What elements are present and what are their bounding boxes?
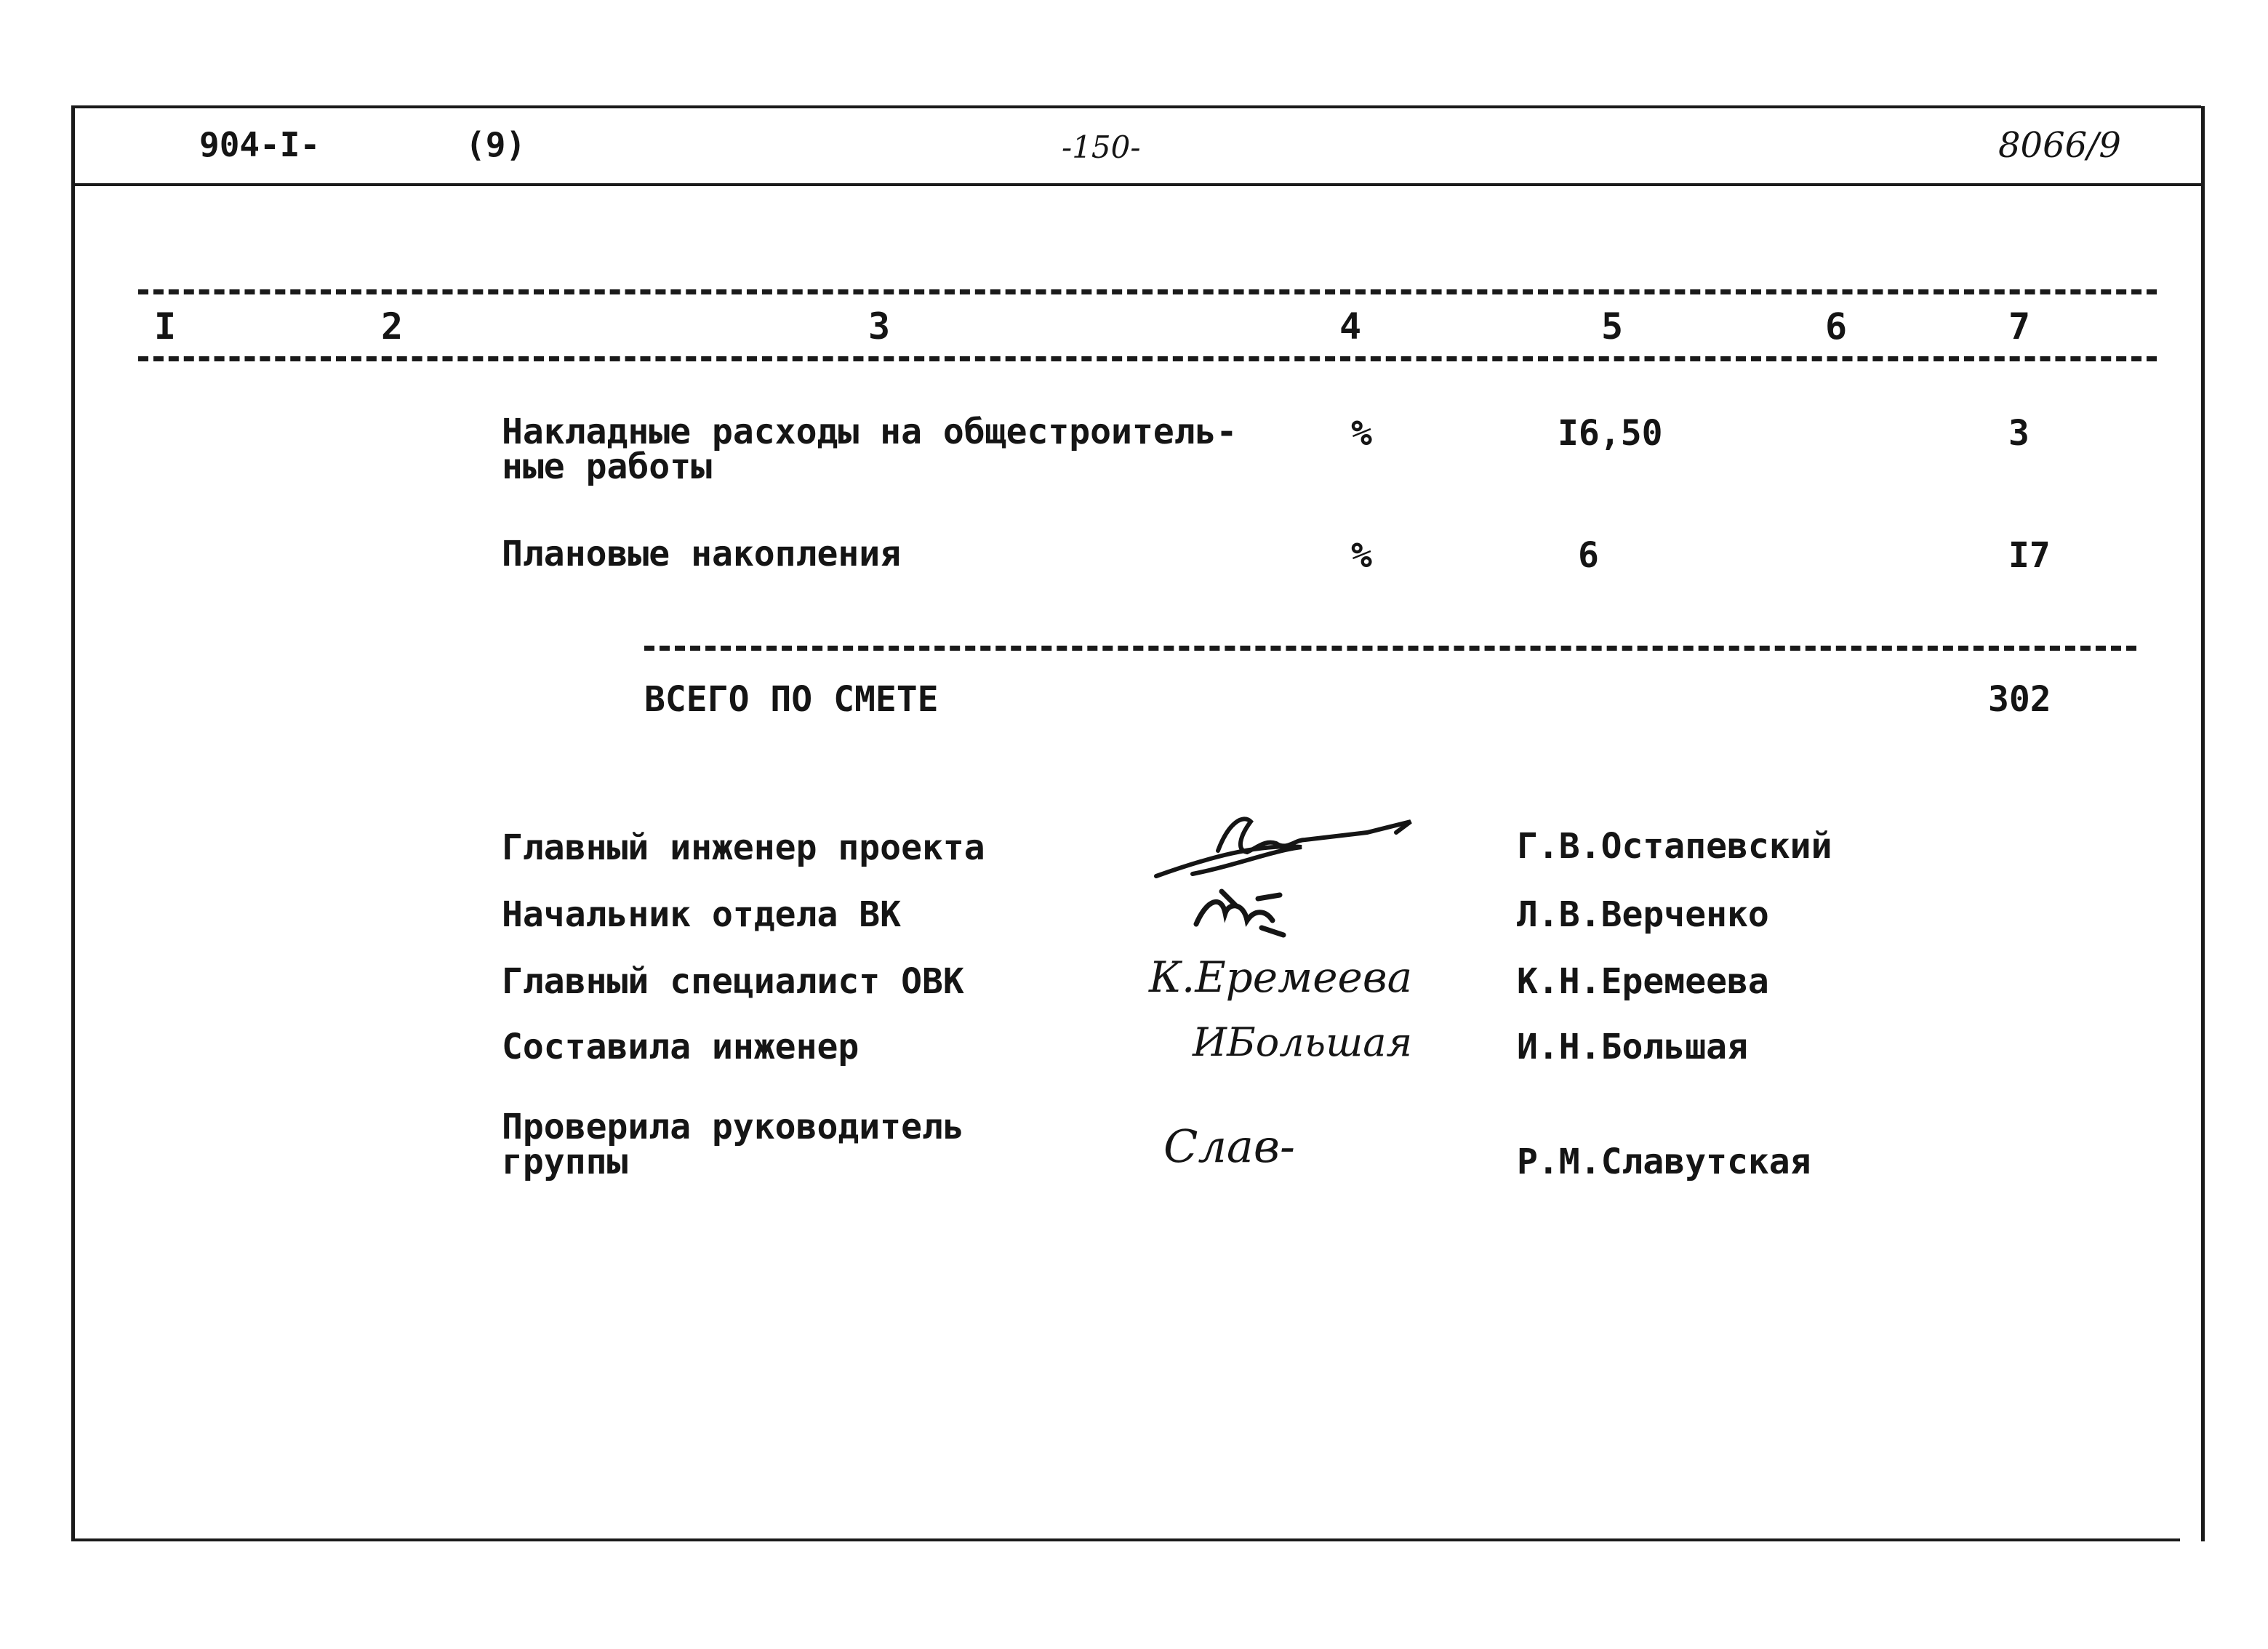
signature-image — [1149, 807, 1425, 887]
signatory-position: Составила инженер — [502, 1027, 859, 1067]
column-number: 6 — [1825, 305, 1848, 348]
table-rule-header — [138, 356, 2157, 361]
frame-top-rule — [71, 105, 2201, 108]
signature-image: ИБольшая — [1193, 1019, 1413, 1065]
doc-code: 904-I- — [199, 125, 321, 164]
row-unit: % — [1351, 535, 1372, 576]
column-number: I — [154, 305, 177, 348]
column-number: 2 — [381, 305, 404, 348]
row-rate: I6,50 — [1558, 413, 1663, 454]
total-label: ВСЕГО ПО СМЕТЕ — [644, 679, 939, 720]
column-number: 5 — [1601, 305, 1624, 348]
row-amount: I7 — [2008, 535, 2051, 576]
signatory-name: К.Н.Еремеева — [1517, 961, 1769, 1002]
row-unit: % — [1351, 413, 1372, 454]
row-description: Накладные расходы на общестроитель- ные работы — [502, 412, 1238, 487]
signatory-position: Проверила руководитель группы — [502, 1107, 964, 1182]
table-rule-top — [138, 289, 2157, 294]
row-description: Плановые накопления — [502, 534, 902, 574]
signatory-name: Р.М.Славутская — [1517, 1142, 1811, 1182]
total-rule — [644, 646, 2136, 651]
section-number: (9) — [465, 125, 526, 164]
signature-image: Слав- — [1163, 1120, 1295, 1173]
total-amount: 302 — [1988, 679, 2051, 720]
signature-image — [1193, 884, 1302, 942]
archive-number: 8066/9 — [1998, 125, 2121, 166]
row-rate: 6 — [1578, 535, 1599, 576]
column-number: 4 — [1339, 305, 1362, 348]
signatory-position: Главный инженер проекта — [502, 827, 985, 868]
header-rule — [71, 183, 2201, 186]
signatory-name: Г.В.Остапевский — [1517, 826, 1832, 867]
column-number: 7 — [2008, 305, 2031, 348]
signature-image: К.Еремеева — [1149, 952, 1413, 1002]
signatory-name: И.Н.Большая — [1517, 1027, 1748, 1067]
frame-bottom-rule — [71, 1538, 2180, 1541]
page-number: -150- — [1062, 129, 1141, 165]
signatory-position: Начальник отдела ВК — [502, 894, 902, 935]
column-number: 3 — [868, 305, 891, 348]
row-amount: 3 — [2008, 413, 2029, 454]
signatory-position: Главный специалист ОВК — [502, 961, 964, 1002]
signatory-name: Л.В.Верченко — [1517, 894, 1769, 935]
